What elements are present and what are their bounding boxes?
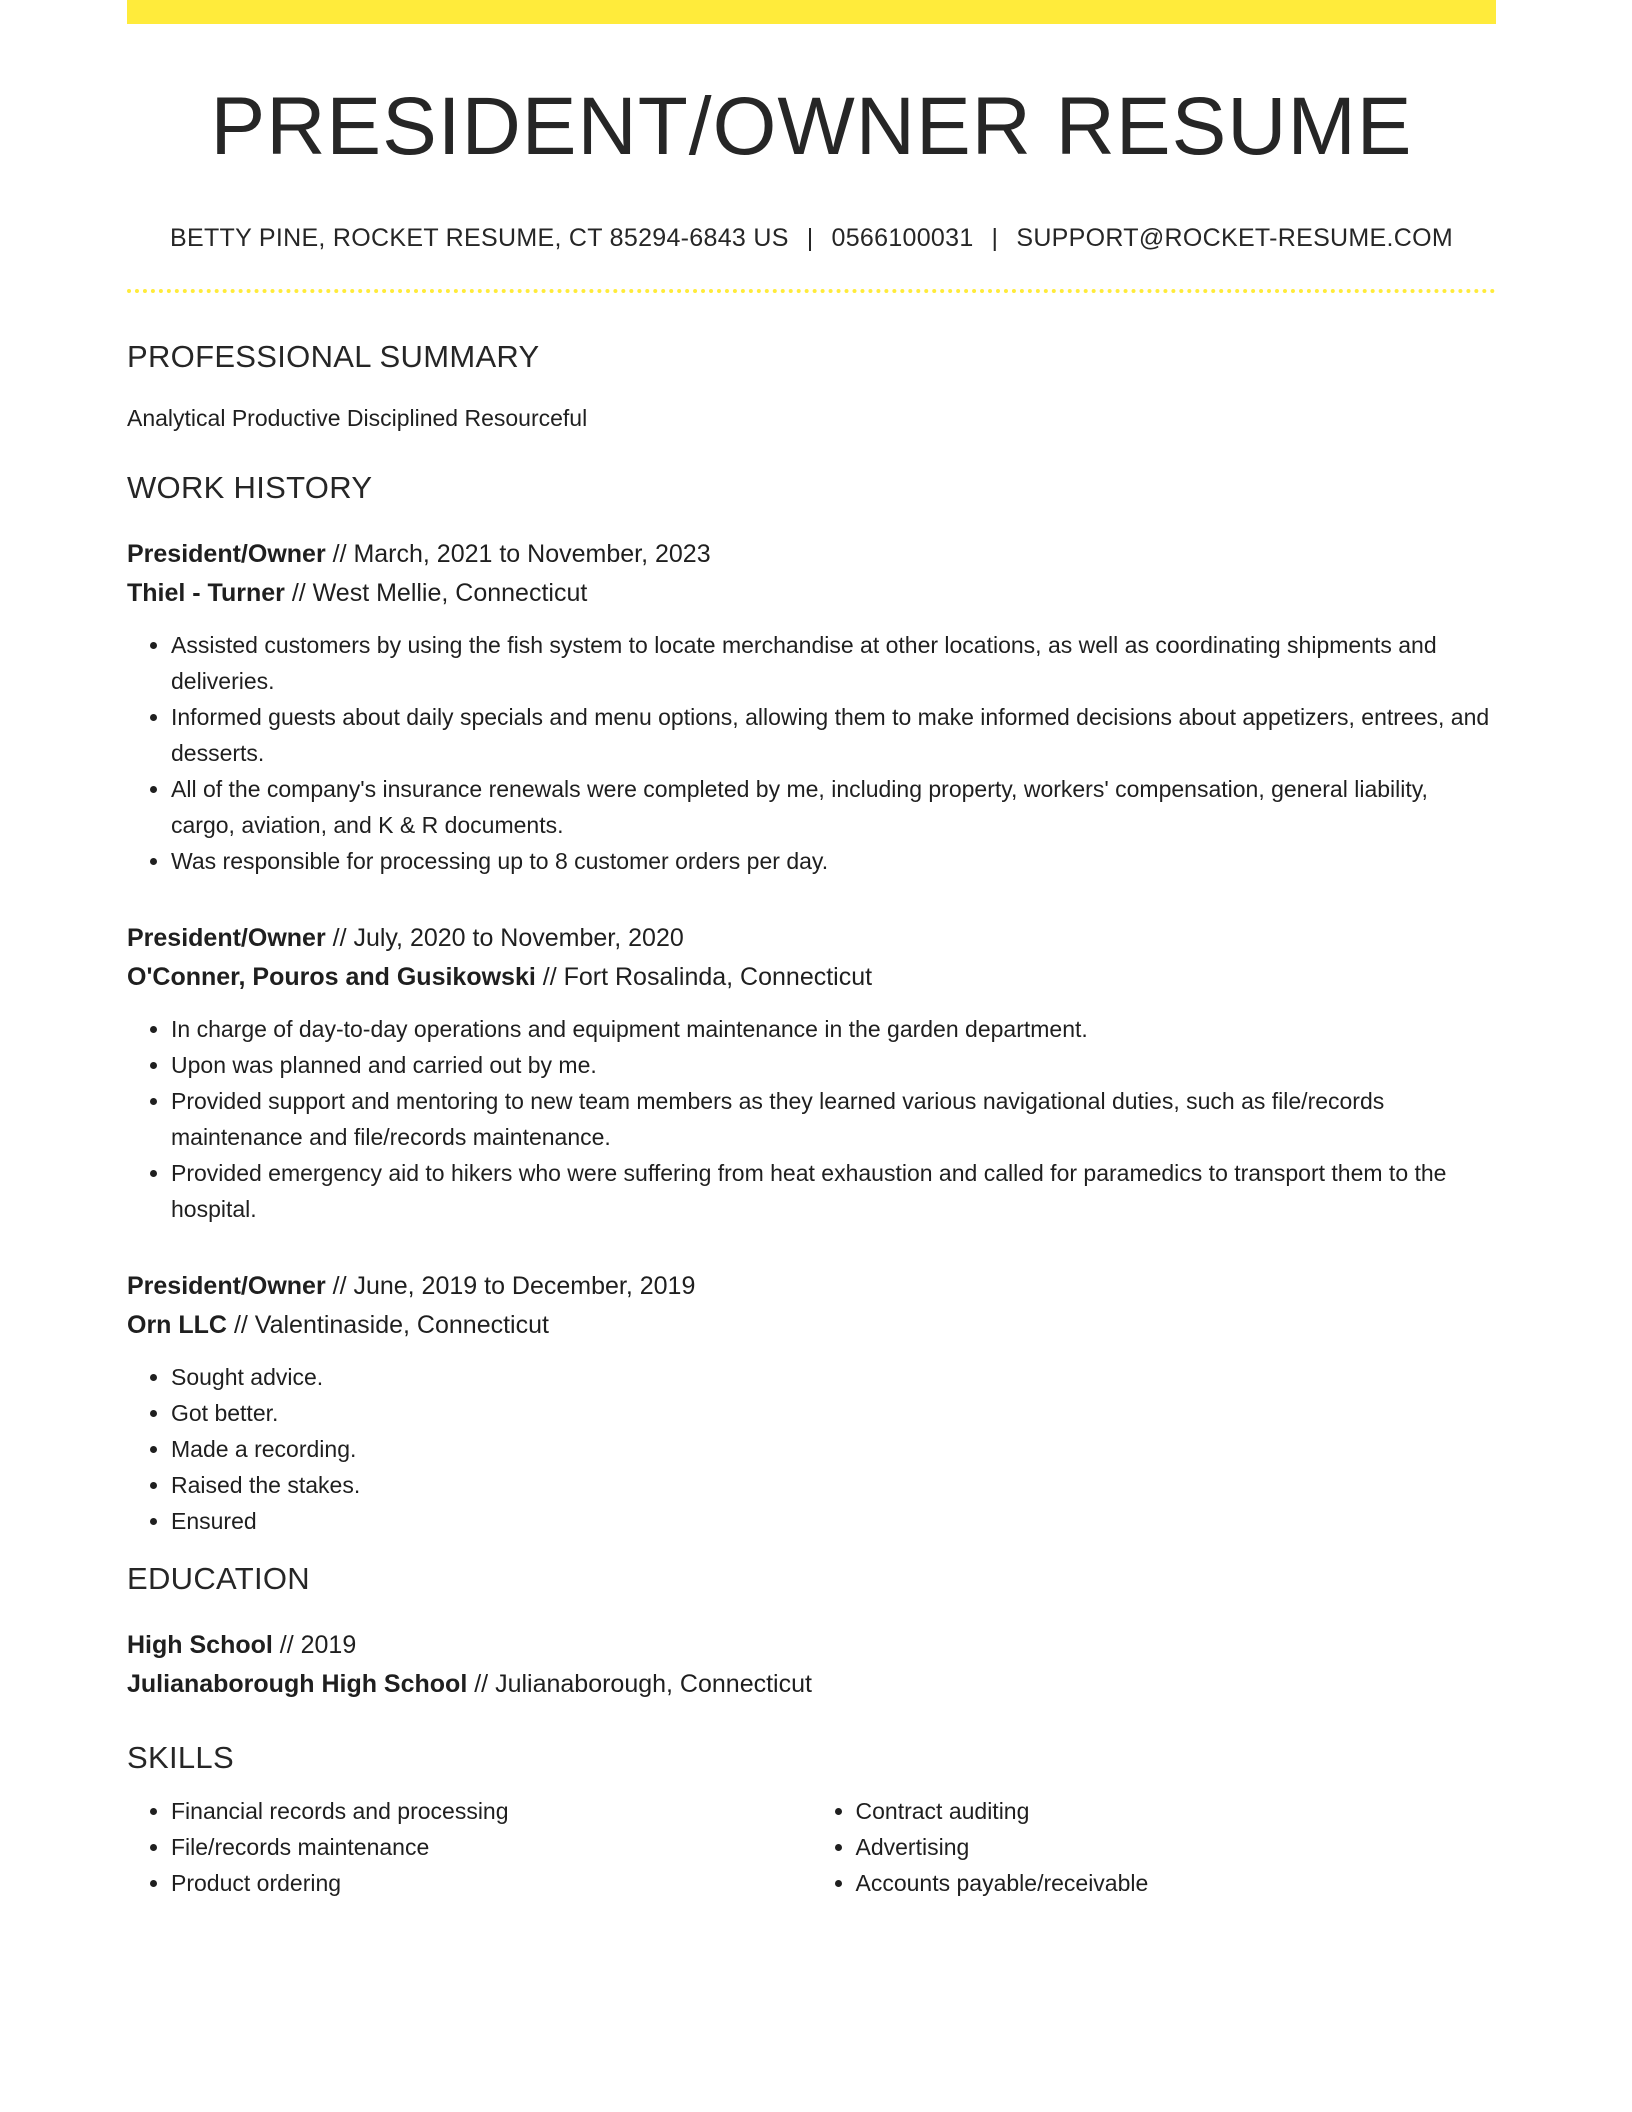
job-entry bbox=[127, 1267, 1496, 1539]
separator: | bbox=[806, 224, 814, 252]
job-location: // Fort Rosalinda, Connecticut bbox=[535, 962, 873, 991]
skill-item: • Accounts payable/receivable bbox=[856, 1865, 1497, 1901]
skill-item: • Product ordering bbox=[171, 1865, 812, 1901]
resume-page bbox=[127, 0, 1496, 1901]
dotted-divider bbox=[127, 289, 1496, 293]
job-location: // West Mellie, Connecticut bbox=[284, 578, 588, 607]
job-title: President/Owner bbox=[127, 1271, 326, 1300]
summary-heading: PROFESSIONAL SUMMARY bbox=[127, 339, 540, 374]
job-title-line bbox=[127, 1267, 1496, 1306]
skills-column-left bbox=[127, 1793, 812, 1901]
resume-title: PRESIDENT/OWNER RESUME bbox=[210, 81, 1413, 172]
list-item: • All of the company's insurance renewals were completed by me, including property, workers' compensation, general liability, cargo, aviation, and K & R documents. bbox=[171, 771, 1496, 843]
job-title: President/Owner bbox=[127, 539, 326, 568]
contact-address: BETTY PINE, ROCKET RESUME, CT 85294-6843 US bbox=[170, 224, 789, 252]
job-location: // Valentinaside, Connecticut bbox=[227, 1310, 549, 1339]
job-dates: // March, 2021 to November, 2023 bbox=[325, 539, 711, 568]
job-company: Thiel - Turner bbox=[127, 578, 285, 607]
job-company-line bbox=[127, 1306, 1496, 1345]
education-heading: EDUCATION bbox=[127, 1560, 310, 1596]
list-item: • Upon was planned and carried out by me. bbox=[171, 1047, 1496, 1083]
education-entry bbox=[127, 1626, 1496, 1704]
skill-item: • Advertising bbox=[856, 1829, 1497, 1865]
job-company-line bbox=[127, 574, 1496, 613]
skill-item: • Financial records and processing bbox=[171, 1793, 812, 1829]
job-entry bbox=[127, 919, 1496, 1227]
job-dates: // June, 2019 to December, 2019 bbox=[325, 1271, 696, 1300]
list-item: • Provided support and mentoring to new team members as they learned various navigational duties, such as file/records maintenance and file/records maintenance. bbox=[171, 1083, 1496, 1155]
list-item: • Informed guests about daily specials and menu options, allowing them to make informed decisions about appetizers, entrees, and desserts. bbox=[171, 699, 1496, 771]
job-dates: // July, 2020 to November, 2020 bbox=[325, 923, 684, 952]
job-entry bbox=[127, 535, 1496, 879]
skill-item: • Contract auditing bbox=[856, 1793, 1497, 1829]
contact-phone: 0566100031 bbox=[831, 224, 974, 252]
education-year: // 2019 bbox=[272, 1630, 357, 1659]
list-item: • Provided emergency aid to hikers who were suffering from heat exhaustion and called for paramedics to transport them to the hospital. bbox=[171, 1155, 1496, 1227]
contact-line bbox=[127, 226, 1496, 251]
education-school: Julianaborough High School bbox=[127, 1669, 468, 1698]
skills-column-right bbox=[812, 1793, 1497, 1901]
list-item: • Made a recording. bbox=[171, 1431, 1496, 1467]
job-company: O'Conner, Pouros and Gusikowski bbox=[127, 962, 536, 991]
education-school-line bbox=[127, 1665, 1496, 1704]
list-item: • In charge of day-to-day operations and equipment maintenance in the garden department. bbox=[171, 1011, 1496, 1047]
list-item: • Was responsible for processing up to 8 customer orders per day. bbox=[171, 843, 1496, 879]
contact-email: SUPPORT@ROCKET-RESUME.COM bbox=[1016, 224, 1453, 252]
job-title-line bbox=[127, 919, 1496, 958]
list-item: • Ensured bbox=[171, 1503, 1496, 1539]
list-item: • Got better. bbox=[171, 1395, 1496, 1431]
skills-list bbox=[127, 1793, 1496, 1901]
job-title: President/Owner bbox=[127, 923, 326, 952]
education-degree: High School bbox=[127, 1630, 273, 1659]
job-company: Orn LLC bbox=[127, 1310, 227, 1339]
summary-text: Analytical Productive Disciplined Resourceful bbox=[127, 405, 588, 431]
job-company-line bbox=[127, 958, 1496, 997]
education-location: // Julianaborough, Connecticut bbox=[467, 1669, 812, 1698]
job-bullets bbox=[127, 627, 1496, 879]
work-history-heading: WORK HISTORY bbox=[127, 469, 373, 505]
skills-heading: SKILLS bbox=[127, 1739, 234, 1775]
education-degree-line bbox=[127, 1626, 1496, 1665]
job-bullets bbox=[127, 1359, 1496, 1539]
list-item: • Raised the stakes. bbox=[171, 1467, 1496, 1503]
job-bullets bbox=[127, 1011, 1496, 1227]
list-item: • Sought advice. bbox=[171, 1359, 1496, 1395]
list-item: • Assisted customers by using the fish system to locate merchandise at other locations, as well as coordinating shipments and deliveries. bbox=[171, 627, 1496, 699]
accent-bar bbox=[127, 0, 1496, 24]
separator: | bbox=[991, 224, 999, 252]
job-title-line bbox=[127, 535, 1496, 574]
skill-item: • File/records maintenance bbox=[171, 1829, 812, 1865]
